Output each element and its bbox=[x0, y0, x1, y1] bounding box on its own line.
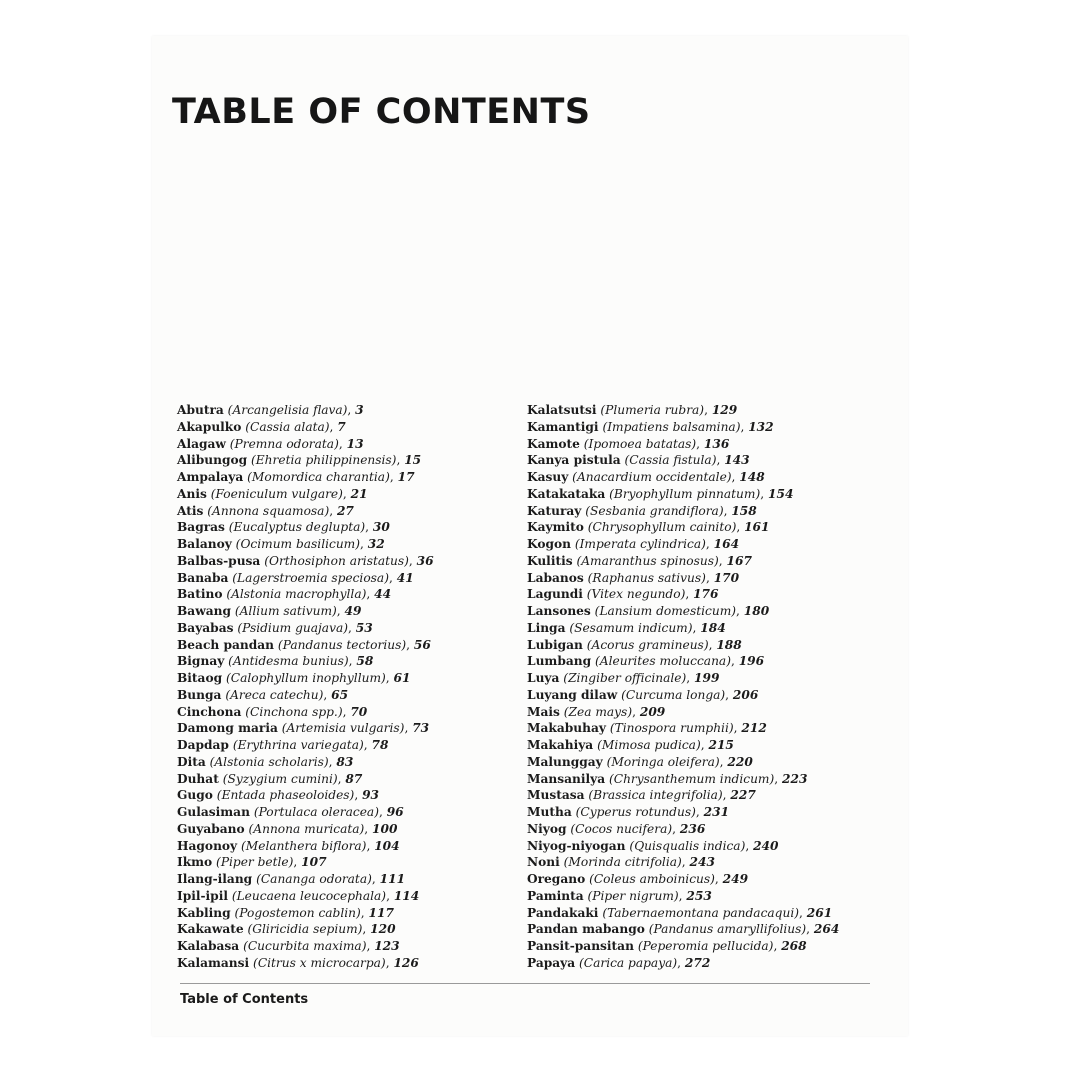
toc-entry: Kulitis (Amaranthus spinosus), 167 bbox=[527, 553, 752, 568]
toc-common-name: Makabuhay bbox=[527, 721, 606, 736]
toc-common-name: Kanya pistula bbox=[527, 453, 621, 468]
toc-entry: Banaba (Lagerstroemia speciosa), 41 bbox=[177, 570, 414, 585]
toc-common-name: Kakawate bbox=[177, 922, 244, 937]
toc-entry: Lumbang (Aleurites moluccana), 196 bbox=[527, 654, 765, 669]
footer-divider bbox=[180, 983, 870, 984]
toc-scientific-name: (Cananga odorata) bbox=[256, 872, 372, 886]
toc-scientific-name: (Aleurites moluccana) bbox=[595, 654, 731, 669]
toc-common-name: Balbas-pusa bbox=[177, 553, 261, 568]
toc-entry: Alibungog (Ehretia philippinensis), 15 bbox=[177, 453, 422, 468]
toc-common-name: Pansit-pansitan bbox=[527, 939, 634, 953]
toc-entry: Niyog-niyogan (Quisqualis indica), 240 bbox=[527, 838, 779, 853]
toc-page-number: 170 bbox=[713, 570, 740, 585]
toc-entry: Mustasa (Brassica integrifolia), 227 bbox=[527, 788, 756, 803]
toc-scientific-name: (Erythrina variegata) bbox=[232, 738, 364, 752]
toc-page-number: 32 bbox=[367, 537, 385, 551]
toc-common-name: Linga bbox=[527, 620, 566, 635]
toc-scientific-name: (Cinchona spp.) bbox=[245, 704, 343, 719]
toc-entry: Luyang dilaw (Curcuma longa), 206 bbox=[527, 687, 759, 702]
toc-entry: Papaya (Carica papaya), 272 bbox=[527, 955, 711, 970]
toc-page-number: 199 bbox=[694, 671, 720, 685]
toc-page-number: 136 bbox=[703, 436, 730, 451]
toc-page-number: 132 bbox=[748, 419, 774, 434]
toc-page-number: 272 bbox=[684, 955, 711, 970]
toc-common-name: Abutra bbox=[177, 403, 224, 417]
toc-entry: Guyabano (Annona muricata), 100 bbox=[177, 821, 398, 836]
toc-scientific-name: (Coleus amboinicus) bbox=[589, 872, 715, 886]
toc-page-number: 129 bbox=[711, 403, 738, 417]
toc-page-number: 15 bbox=[404, 453, 422, 468]
toc-scientific-name: (Tinospora rumphii) bbox=[609, 721, 734, 736]
toc-page-number: 212 bbox=[741, 721, 767, 736]
toc-common-name: Bunga bbox=[177, 687, 222, 702]
toc-common-name: Ampalaya bbox=[177, 470, 244, 484]
toc-common-name: Mais bbox=[527, 704, 560, 719]
toc-page-number: 236 bbox=[679, 821, 706, 836]
toc-common-name: Kasuy bbox=[527, 470, 569, 484]
toc-scientific-name: (Morinda citrifolia) bbox=[563, 855, 682, 870]
toc-entry: Kabling (Pogostemon cablin), 117 bbox=[177, 905, 394, 920]
toc-scientific-name: (Quisqualis indica) bbox=[629, 838, 746, 853]
toc-common-name: Dita bbox=[177, 754, 206, 769]
toc-common-name: Mustasa bbox=[527, 788, 585, 803]
toc-common-name: Kalabasa bbox=[177, 939, 240, 953]
toc-common-name: Kogon bbox=[527, 537, 571, 551]
toc-page-number: 58 bbox=[356, 654, 374, 669]
toc-page-number: 123 bbox=[374, 939, 400, 953]
toc-entry: Balbas-pusa (Orthosiphon aristatus), 36 bbox=[177, 553, 434, 568]
toc-page-number: 56 bbox=[413, 637, 431, 652]
toc-entry: Mutha (Cyperus rotundus), 231 bbox=[527, 805, 730, 819]
toc-scientific-name: (Citrus x microcarpa) bbox=[253, 955, 386, 970]
toc-entry: Ampalaya (Momordica charantia), 17 bbox=[177, 470, 415, 484]
toc-entry: Kasuy (Anacardium occidentale), 148 bbox=[527, 470, 765, 484]
toc-entry: Makahiya (Mimosa pudica), 215 bbox=[527, 738, 734, 752]
toc-entry: Labanos (Raphanus sativus), 170 bbox=[527, 570, 740, 585]
toc-scientific-name: (Chrysanthemum indicum) bbox=[608, 771, 775, 786]
toc-common-name: Alagaw bbox=[177, 436, 226, 451]
toc-common-name: Ipil-ipil bbox=[177, 888, 228, 903]
toc-page-number: 261 bbox=[806, 905, 833, 920]
toc-entry: Dapdap (Erythrina variegata), 78 bbox=[177, 738, 389, 752]
toc-page-number: 167 bbox=[726, 553, 752, 568]
toc-column-right bbox=[527, 402, 872, 972]
toc-entry: Ilang-ilang (Cananga odorata), 111 bbox=[177, 872, 406, 886]
toc-scientific-name: (Alstonia macrophylla) bbox=[226, 587, 367, 602]
toc-entry: Dita (Alstonia scholaris), 83 bbox=[177, 754, 354, 769]
toc-common-name: Kalamansi bbox=[177, 955, 250, 970]
toc-common-name: Ilang-ilang bbox=[177, 872, 253, 886]
toc-page-number: 87 bbox=[345, 771, 363, 786]
toc-page-number: 117 bbox=[368, 905, 394, 920]
toc-scientific-name: (Foeniculum vulgare) bbox=[210, 486, 343, 501]
toc-page-number: 164 bbox=[713, 537, 740, 551]
toc-scientific-name: (Cyperus rotundus) bbox=[575, 805, 696, 819]
toc-scientific-name: (Momordica charantia) bbox=[247, 470, 390, 484]
toc-entry: Bitaog (Calophyllum inophyllum), 61 bbox=[177, 671, 411, 685]
toc-page-number: 215 bbox=[708, 738, 734, 752]
toc-common-name: Guyabano bbox=[177, 821, 245, 836]
toc-scientific-name: (Curcuma longa) bbox=[621, 687, 726, 702]
toc-page-number: 7 bbox=[337, 419, 346, 434]
toc-scientific-name: (Sesamum indicum) bbox=[569, 620, 693, 635]
toc-scientific-name: (Entada phaseoloides) bbox=[216, 788, 355, 803]
toc-common-name: Alibungog bbox=[177, 453, 248, 468]
toc-page-number: 93 bbox=[362, 788, 380, 803]
toc-scientific-name: (Pandanus tectorius) bbox=[277, 637, 407, 652]
toc-page-number: 53 bbox=[355, 620, 373, 635]
toc-entry: Beach pandan (Pandanus tectorius), 56 bbox=[177, 637, 431, 652]
toc-common-name: Bitaog bbox=[177, 671, 223, 685]
toc-scientific-name: (Zea mays) bbox=[563, 704, 633, 719]
toc-scientific-name: (Moringa oleifera) bbox=[606, 754, 720, 769]
toc-entry: Luya (Zingiber officinale), 199 bbox=[527, 671, 720, 685]
toc-column-left bbox=[177, 402, 522, 972]
toc-scientific-name: (Orthosiphon aristatus) bbox=[264, 553, 409, 568]
toc-common-name: Bawang bbox=[177, 604, 231, 618]
toc-entry: Oregano (Coleus amboinicus), 249 bbox=[527, 872, 749, 886]
toc-scientific-name: (Impatiens balsamina) bbox=[602, 419, 741, 434]
toc-common-name: Pandan mabango bbox=[527, 922, 645, 937]
toc-scientific-name: (Areca catechu) bbox=[225, 687, 324, 702]
toc-scientific-name: (Pandanus amaryllifolius) bbox=[648, 922, 807, 937]
toc-page-number: 100 bbox=[372, 821, 398, 836]
toc-entry: Katuray (Sesbania grandiflora), 158 bbox=[527, 503, 757, 518]
toc-common-name: Lubigan bbox=[527, 637, 583, 652]
toc-entry: Bignay (Antidesma bunius), 58 bbox=[177, 654, 374, 669]
toc-page-number: 184 bbox=[700, 620, 726, 635]
toc-scientific-name: (Zingiber officinale) bbox=[563, 671, 687, 685]
toc-common-name: Mutha bbox=[527, 805, 572, 819]
toc-common-name: Katakataka bbox=[527, 486, 606, 501]
toc-common-name: Dapdap bbox=[177, 738, 229, 752]
page-title: TABLE OF CONTENTS bbox=[172, 92, 591, 132]
toc-common-name: Anis bbox=[177, 486, 207, 501]
toc-common-name: Kaymito bbox=[527, 520, 584, 535]
toc-page-number: 196 bbox=[738, 654, 765, 669]
toc-entry: Bawang (Allium sativum), 49 bbox=[177, 604, 362, 618]
toc-page-number: 243 bbox=[689, 855, 715, 870]
toc-scientific-name: (Brassica integrifolia) bbox=[588, 788, 723, 803]
toc-page-number: 206 bbox=[732, 687, 759, 702]
toc-entry: Pandan mabango (Pandanus amaryllifolius), 264 bbox=[527, 922, 840, 937]
toc-entry: Kamantigi (Impatiens balsamina), 132 bbox=[527, 419, 774, 434]
toc-common-name: Niyog-niyogan bbox=[527, 838, 626, 853]
toc-entry: Balanoy (Ocimum basilicum), 32 bbox=[177, 537, 385, 551]
toc-entry: Gugo (Entada phaseoloides), 93 bbox=[177, 788, 380, 803]
toc-page-number: 161 bbox=[744, 520, 770, 535]
toc-entry: Ikmo (Piper betle), 107 bbox=[177, 855, 327, 870]
toc-common-name: Kamote bbox=[527, 436, 580, 451]
toc-entry: Kalatsutsi (Plumeria rubra), 129 bbox=[527, 403, 738, 417]
toc-scientific-name: (Bryophyllum pinnatum) bbox=[609, 486, 761, 501]
toc-entry: Kakawate (Gliricidia sepium), 120 bbox=[177, 922, 396, 937]
toc-scientific-name: (Chrysophyllum cainito) bbox=[587, 520, 737, 535]
toc-scientific-name: (Carica papaya) bbox=[579, 955, 678, 970]
footer-label: Table of Contents bbox=[180, 992, 309, 1007]
toc-scientific-name: (Gliricidia sepium) bbox=[247, 922, 363, 937]
toc-scientific-name: (Alstonia scholaris) bbox=[209, 754, 329, 769]
toc-page-number: 209 bbox=[639, 704, 666, 719]
toc-entry: Kalabasa (Cucurbita maxima), 123 bbox=[177, 939, 400, 953]
toc-entry: Mais (Zea mays), 209 bbox=[527, 704, 666, 719]
toc-scientific-name: (Antidesma bunius) bbox=[228, 654, 349, 669]
toc-scientific-name: (Lagerstroemia speciosa) bbox=[232, 570, 389, 585]
toc-common-name: Noni bbox=[527, 855, 560, 870]
toc-scientific-name: (Mimosa pudica) bbox=[597, 738, 701, 752]
toc-common-name: Bagras bbox=[177, 520, 225, 535]
toc-page-number: 268 bbox=[781, 939, 807, 953]
toc-page-number: 249 bbox=[722, 872, 749, 886]
toc-scientific-name: (Melanthera biflora) bbox=[241, 838, 367, 853]
toc-entry: Mansanilya (Chrysanthemum indicum), 223 bbox=[527, 771, 808, 786]
toc-common-name: Kabling bbox=[177, 905, 231, 920]
toc-entry: Noni (Morinda citrifolia), 243 bbox=[527, 855, 715, 870]
toc-entry: Kaymito (Chrysophyllum cainito), 161 bbox=[527, 520, 770, 535]
toc-scientific-name: (Portulaca oleracea) bbox=[253, 805, 379, 819]
toc-entry: Lansones (Lansium domesticum), 180 bbox=[527, 604, 770, 618]
toc-scientific-name: (Raphanus sativus) bbox=[587, 570, 706, 585]
toc-scientific-name: (Psidium guajava) bbox=[237, 620, 348, 635]
toc-entry: Kalamansi (Citrus x microcarpa), 126 bbox=[177, 955, 419, 970]
toc-scientific-name: (Cocos nucifera) bbox=[570, 821, 673, 836]
toc-scientific-name: (Eucalyptus deglupta) bbox=[228, 520, 366, 535]
toc-page-number: 253 bbox=[686, 888, 712, 903]
toc-entry: Niyog (Cocos nucifera), 236 bbox=[527, 821, 706, 836]
toc-entry: Katakataka (Bryophyllum pinnatum), 154 bbox=[527, 486, 794, 501]
toc-common-name: Katuray bbox=[527, 503, 582, 518]
toc-scientific-name: (Cassia fistula) bbox=[624, 453, 717, 468]
toc-common-name: Beach pandan bbox=[177, 637, 275, 652]
toc-page-number: 65 bbox=[331, 687, 349, 702]
toc-entry: Abutra (Arcangelisia flava), 3 bbox=[177, 403, 364, 417]
toc-scientific-name: (Annona squamosa) bbox=[207, 503, 330, 518]
toc-scientific-name: (Piper nigrum) bbox=[587, 888, 679, 903]
toc-page-number: 220 bbox=[727, 754, 753, 769]
toc-page-number: 227 bbox=[730, 788, 756, 803]
toc-common-name: Papaya bbox=[527, 955, 576, 970]
toc-entry: Malunggay (Moringa oleifera), 220 bbox=[527, 754, 753, 769]
toc-scientific-name: (Sesbania grandiflora) bbox=[585, 503, 724, 518]
toc-page-number: 154 bbox=[767, 486, 794, 501]
toc-common-name: Oregano bbox=[527, 872, 586, 886]
toc-scientific-name: (Piper betle) bbox=[216, 855, 294, 870]
toc-common-name: Paminta bbox=[527, 888, 584, 903]
toc-entry: Kanya pistula (Cassia fistula), 143 bbox=[527, 453, 750, 468]
toc-entry: Bunga (Areca catechu), 65 bbox=[177, 687, 349, 702]
toc-scientific-name: (Cucurbita maxima) bbox=[243, 939, 367, 953]
toc-scientific-name: (Leucaena leucocephala) bbox=[231, 888, 387, 903]
toc-page-number: 27 bbox=[336, 503, 354, 518]
toc-scientific-name: (Ipomoea batatas) bbox=[583, 436, 697, 451]
toc-common-name: Malunggay bbox=[527, 754, 603, 769]
toc-common-name: Lansones bbox=[527, 604, 591, 618]
toc-scientific-name: (Artemisia vulgaris) bbox=[281, 721, 405, 736]
toc-page-number: 158 bbox=[731, 503, 757, 518]
toc-entry: Linga (Sesamum indicum), 184 bbox=[527, 620, 726, 635]
toc-common-name: Pandakaki bbox=[527, 905, 599, 920]
toc-entry: Makabuhay (Tinospora rumphii), 212 bbox=[527, 721, 767, 736]
toc-page-number: 36 bbox=[416, 553, 434, 568]
toc-scientific-name: (Allium sativum) bbox=[234, 604, 337, 618]
toc-page-number: 70 bbox=[350, 704, 368, 719]
toc-page-number: 73 bbox=[412, 721, 430, 736]
toc-common-name: Makahiya bbox=[527, 738, 594, 752]
toc-common-name: Kamantigi bbox=[527, 419, 599, 434]
toc-common-name: Ikmo bbox=[177, 855, 213, 870]
toc-page-number: 188 bbox=[716, 637, 742, 652]
toc-page-number: 104 bbox=[374, 838, 400, 853]
toc-page-number: 41 bbox=[396, 570, 414, 585]
toc-entry: Bagras (Eucalyptus deglupta), 30 bbox=[177, 520, 390, 535]
toc-common-name: Gulasiman bbox=[177, 805, 250, 819]
toc-common-name: Akapulko bbox=[177, 419, 242, 434]
toc-page-number: 21 bbox=[350, 486, 368, 501]
toc-common-name: Bayabas bbox=[177, 620, 234, 635]
toc-page-number: 240 bbox=[753, 838, 779, 853]
toc-entry: Akapulko (Cassia alata), 7 bbox=[177, 419, 346, 434]
toc-common-name: Duhat bbox=[177, 771, 219, 786]
toc-page-number: 126 bbox=[393, 955, 419, 970]
toc-page-number: 180 bbox=[743, 604, 770, 618]
toc-common-name: Labanos bbox=[527, 570, 584, 585]
toc-common-name: Lagundi bbox=[527, 587, 583, 602]
toc-common-name: Bignay bbox=[177, 654, 225, 669]
toc-entry: Kogon (Imperata cylindrica), 164 bbox=[527, 537, 740, 551]
toc-page-number: 148 bbox=[739, 470, 765, 484]
toc-scientific-name: (Lansium domesticum) bbox=[594, 604, 737, 618]
toc-common-name: Lumbang bbox=[527, 654, 592, 669]
toc-common-name: Kulitis bbox=[527, 553, 573, 568]
toc-common-name: Banaba bbox=[177, 570, 229, 585]
toc-scientific-name: (Cassia alata) bbox=[245, 419, 330, 434]
toc-entry: Alagaw (Premna odorata), 13 bbox=[177, 436, 364, 451]
toc-common-name: Damong maria bbox=[177, 721, 278, 736]
toc-entry: Kamote (Ipomoea batatas), 136 bbox=[527, 436, 730, 451]
toc-entry: Atis (Annona squamosa), 27 bbox=[177, 503, 354, 518]
toc-scientific-name: (Ocimum basilicum) bbox=[235, 537, 361, 551]
toc-page-number: 107 bbox=[301, 855, 327, 870]
toc-page-number: 143 bbox=[724, 453, 750, 468]
toc-scientific-name: (Arcangelisia flava) bbox=[227, 403, 348, 417]
toc-scientific-name: (Calophyllum inophyllum) bbox=[225, 671, 386, 685]
toc-page-number: 61 bbox=[393, 671, 411, 685]
toc-page-number: 111 bbox=[379, 872, 406, 886]
toc-page-number: 114 bbox=[393, 888, 420, 903]
toc-common-name: Batino bbox=[177, 587, 223, 602]
toc-page-number: 264 bbox=[813, 922, 840, 937]
toc-common-name: Atis bbox=[177, 503, 204, 518]
toc-common-name: Cinchona bbox=[177, 704, 242, 719]
toc-page-number: 49 bbox=[344, 604, 362, 618]
toc-page-number: 3 bbox=[355, 403, 364, 417]
toc-page-number: 30 bbox=[372, 520, 390, 535]
toc-entry: Pandakaki (Tabernaemontana pandacaqui), 261 bbox=[527, 905, 833, 920]
toc-common-name: Gugo bbox=[177, 788, 213, 803]
toc-scientific-name: (Plumeria rubra) bbox=[600, 403, 705, 417]
toc-page-number: 96 bbox=[386, 805, 404, 819]
toc-page-number: 78 bbox=[371, 738, 389, 752]
toc-common-name: Luyang dilaw bbox=[527, 687, 618, 702]
toc-entry: Bayabas (Psidium guajava), 53 bbox=[177, 620, 373, 635]
toc-page-number: 17 bbox=[397, 470, 415, 484]
toc-entry: Ipil-ipil (Leucaena leucocephala), 114 bbox=[177, 888, 420, 903]
toc-entry: Pansit-pansitan (Peperomia pellucida), 268 bbox=[527, 939, 807, 953]
toc-page-number: 176 bbox=[693, 587, 719, 602]
toc-page-number: 13 bbox=[346, 436, 364, 451]
toc-page-number: 223 bbox=[782, 771, 808, 786]
toc-scientific-name: (Vitex negundo) bbox=[586, 587, 686, 602]
toc-common-name: Mansanilya bbox=[527, 771, 606, 786]
toc-scientific-name: (Pogostemon cablin) bbox=[234, 905, 361, 920]
toc-entry: Anis (Foeniculum vulgare), 21 bbox=[177, 486, 368, 501]
toc-entry: Lagundi (Vitex negundo), 176 bbox=[527, 587, 719, 602]
toc-entry: Paminta (Piper nigrum), 253 bbox=[527, 888, 712, 903]
toc-scientific-name: (Annona muricata) bbox=[248, 821, 365, 836]
toc-page-number: 83 bbox=[336, 754, 354, 769]
toc-entry: Hagonoy (Melanthera biflora), 104 bbox=[177, 838, 400, 853]
toc-scientific-name: (Peperomia pellucida) bbox=[637, 939, 774, 953]
toc-common-name: Luya bbox=[527, 671, 560, 685]
toc-scientific-name: (Syzygium cumini) bbox=[222, 771, 338, 786]
toc-common-name: Hagonoy bbox=[177, 838, 238, 853]
toc-entry: Cinchona (Cinchona spp.), 70 bbox=[177, 704, 368, 719]
toc-scientific-name: (Amaranthus spinosus) bbox=[576, 553, 719, 568]
toc-scientific-name: (Anacardium occidentale) bbox=[572, 470, 732, 484]
toc-page-number: 44 bbox=[374, 587, 392, 602]
toc-entry: Batino (Alstonia macrophylla), 44 bbox=[177, 587, 392, 602]
toc-page-number: 231 bbox=[703, 805, 730, 819]
toc-entry: Lubigan (Acorus gramineus), 188 bbox=[527, 637, 742, 652]
toc-scientific-name: (Imperata cylindrica) bbox=[574, 537, 706, 551]
toc-common-name: Kalatsutsi bbox=[527, 403, 597, 417]
toc-scientific-name: (Tabernaemontana pandacaqui) bbox=[602, 905, 799, 920]
toc-entry: Damong maria (Artemisia vulgaris), 73 bbox=[177, 721, 430, 736]
toc-scientific-name: (Acorus gramineus) bbox=[586, 637, 709, 652]
toc-scientific-name: (Premna odorata) bbox=[229, 436, 339, 451]
toc-entry: Gulasiman (Portulaca oleracea), 96 bbox=[177, 805, 404, 819]
toc-entry: Duhat (Syzygium cumini), 87 bbox=[177, 771, 363, 786]
toc-common-name: Balanoy bbox=[177, 537, 232, 551]
toc-scientific-name: (Ehretia philippinensis) bbox=[251, 453, 397, 468]
toc-page-number: 120 bbox=[370, 922, 396, 937]
toc-common-name: Niyog bbox=[527, 821, 567, 836]
